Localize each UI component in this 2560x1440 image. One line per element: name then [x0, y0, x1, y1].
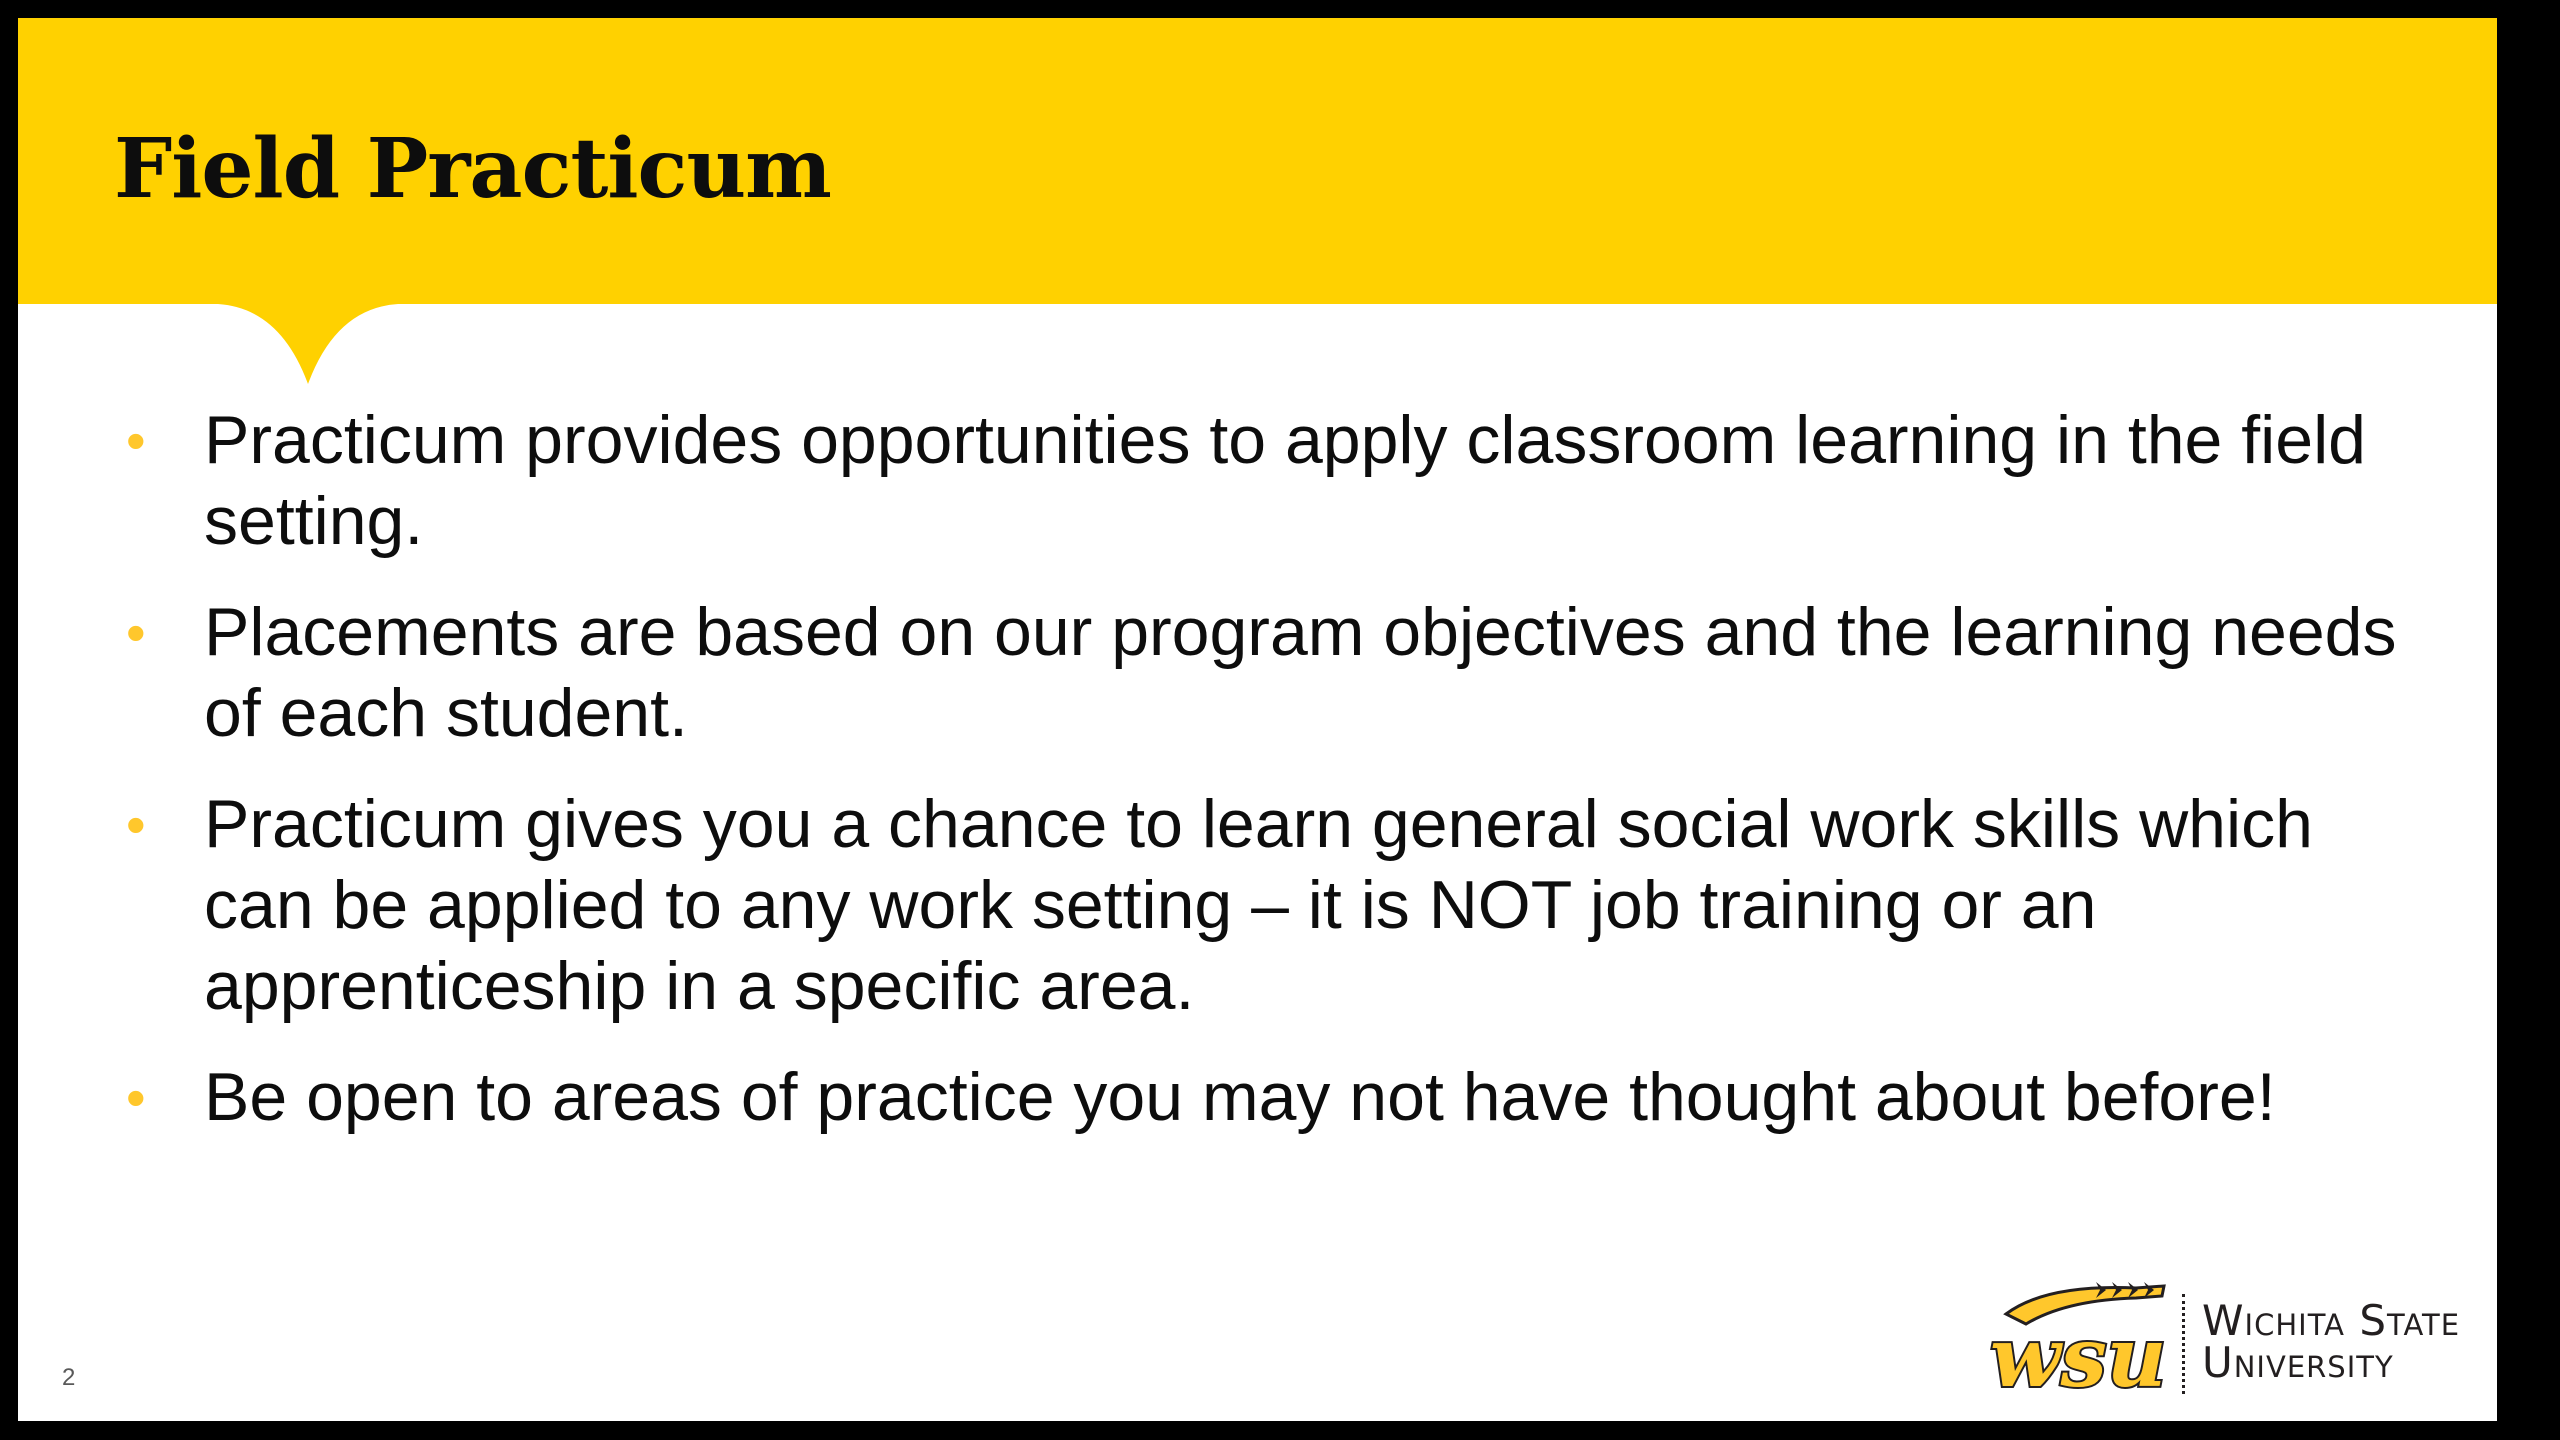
bullet-dot-icon: • — [126, 601, 146, 664]
bullet-text: Practicum provides opportunities to apply classroom learning in the field setting. — [204, 402, 2366, 559]
logo-name-line2: University — [2202, 1338, 2394, 1387]
bullet-dot-icon: • — [126, 1066, 146, 1129]
logo-name-line1: Wichita State — [2202, 1296, 2461, 1345]
bullet-text: Be open to areas of practice you may not have thought about before! — [204, 1059, 2276, 1135]
slide — [18, 18, 2497, 1421]
logo-mark-text: wsu — [1990, 1310, 2167, 1404]
bullet-text: Placements are based on our program objectives and the learning needs of each student. — [204, 594, 2397, 751]
bullet-item — [118, 592, 2438, 754]
bullet-item — [118, 1057, 2438, 1138]
bullet-item — [118, 400, 2438, 562]
bullet-item — [118, 784, 2438, 1027]
page-number: 2 — [62, 1364, 76, 1391]
bullet-dot-icon: • — [126, 409, 146, 472]
bullet-text: Practicum gives you a chance to learn general social work skills which can be applied to any work setting – it is NOT job training or an apprenticeship in a specific area. — [204, 786, 2313, 1024]
wsu-logo — [1986, 1274, 2486, 1404]
slide-title: Field Practicum — [114, 121, 831, 217]
wsu-shocker-logo-icon — [1986, 1274, 2176, 1404]
bullet-list — [118, 400, 2438, 1168]
logo-divider — [2182, 1294, 2185, 1394]
logo-university-name — [2202, 1296, 2461, 1387]
bullet-dot-icon: • — [126, 793, 146, 856]
